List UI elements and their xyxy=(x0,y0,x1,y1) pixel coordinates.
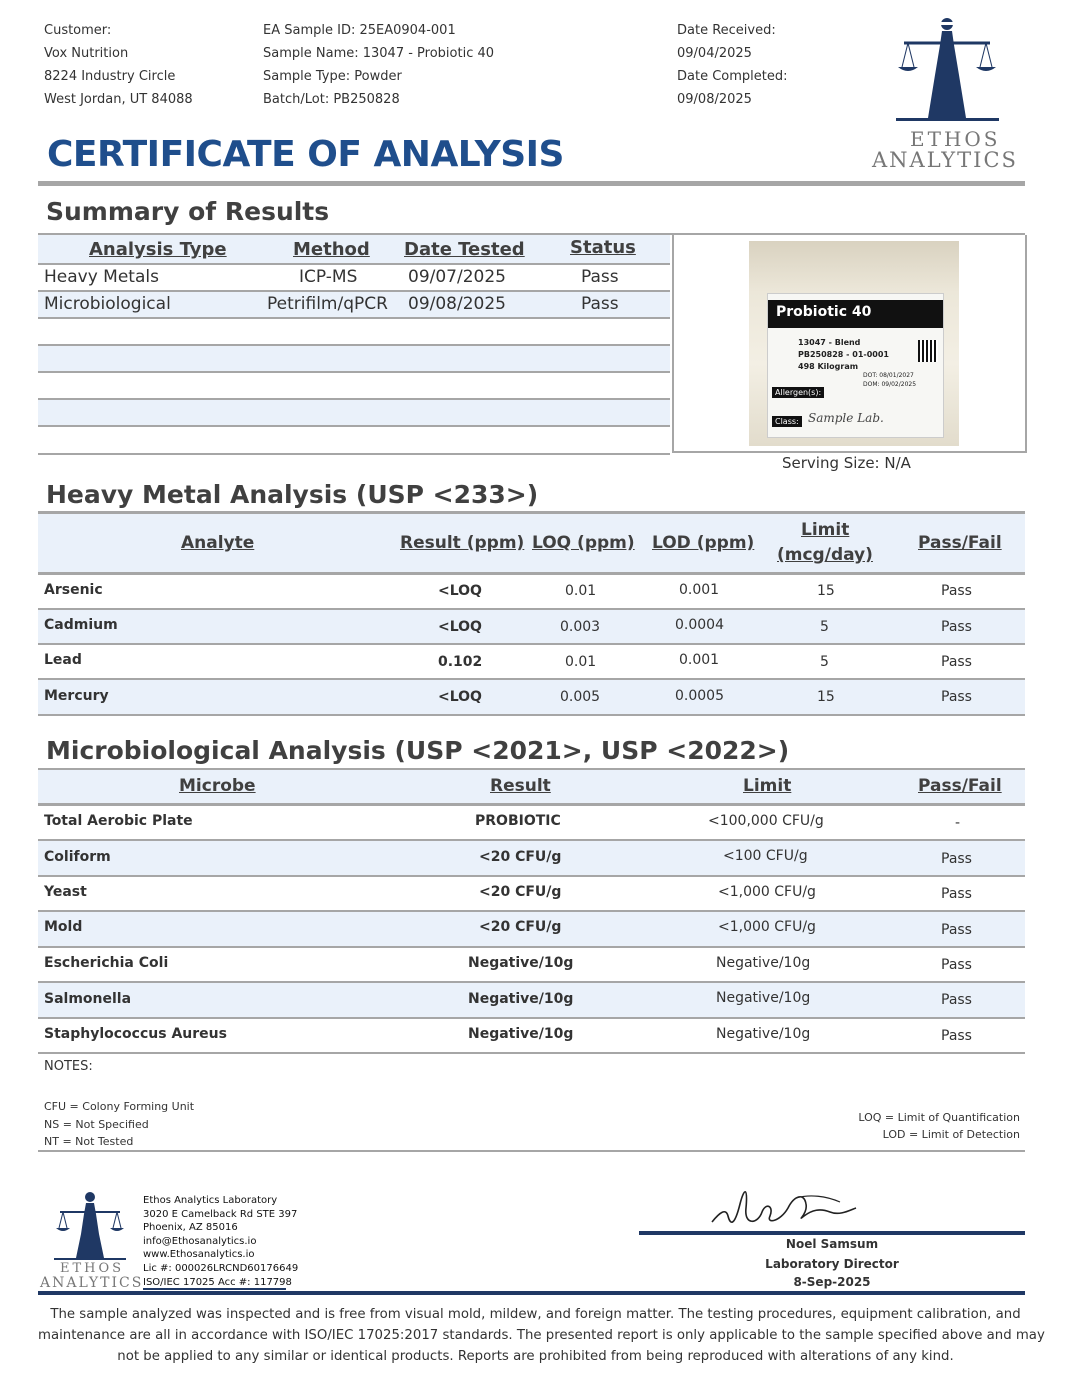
table-row xyxy=(38,680,1025,716)
logo-text-ethos: ETHOS xyxy=(910,127,1001,151)
note-ns: NS = Not Specified xyxy=(44,1118,149,1131)
micro-passfail: Pass xyxy=(941,922,972,938)
micro-limit: Negative/10g xyxy=(716,955,811,971)
summary-row xyxy=(38,292,670,319)
footer-logo xyxy=(40,1190,144,1291)
date-received-label: Date Received: xyxy=(677,23,776,38)
lab-email[interactable]: info@Ethosanalytics.io xyxy=(143,1235,257,1247)
page-title: CERTIFICATE OF ANALYSIS xyxy=(47,134,564,175)
micro-passfail: Pass xyxy=(941,886,972,902)
hm-result: <LOQ xyxy=(438,583,482,599)
micro-microbe: Yeast xyxy=(44,884,87,900)
micro-microbe: Mold xyxy=(44,919,83,935)
heavy-metals-title: Heavy Metal Analysis (USP <233>) xyxy=(46,480,539,509)
summary-row-status: Pass xyxy=(581,294,619,314)
label-allergens: Allergen(s): xyxy=(772,387,824,398)
table-row xyxy=(38,610,1025,645)
sample-photo-frame xyxy=(672,235,1027,453)
hm-lod: 0.001 xyxy=(679,582,720,598)
disclaimer-line-1: The sample analyzed was inspected and is free from visual mold, mildew, and foreign matter. The testing procedures, equipment calibration, and xyxy=(50,1307,1021,1322)
signer-date: 8-Sep-2025 xyxy=(793,1275,871,1289)
note-nt: NT = Not Tested xyxy=(44,1135,134,1148)
summary-empty-row xyxy=(38,373,670,400)
customer-address-2: West Jordan, UT 84088 xyxy=(44,92,193,107)
label-class: Class: xyxy=(772,416,802,427)
title-divider xyxy=(38,181,1025,186)
hm-loq: 0.005 xyxy=(560,689,601,705)
label-product: Probiotic 40 xyxy=(776,304,872,320)
hm-result: <LOQ xyxy=(438,689,482,705)
sample-name: Sample Name: 13047 - Probiotic 40 xyxy=(263,46,495,61)
lab-license: Lic #: 000026LRCND60176649 xyxy=(143,1262,299,1274)
summary-header-row xyxy=(38,235,670,265)
scales-figure-icon xyxy=(880,15,1015,125)
lab-address-block xyxy=(143,1194,298,1289)
micro-microbe: Escherichia Coli xyxy=(44,955,169,971)
hm-result: 0.102 xyxy=(438,654,483,670)
summary-empty-row xyxy=(38,346,670,373)
micro-limit: <1,000 CFU/g xyxy=(718,919,816,935)
note-cfu: CFU = Colony Forming Unit xyxy=(44,1100,195,1113)
qr-code-icon xyxy=(918,340,938,362)
hm-header-lod: LOD (ppm) xyxy=(652,533,755,553)
summary-row-date: 09/07/2025 xyxy=(408,267,506,287)
notes-divider xyxy=(38,1150,1025,1152)
hm-analyte: Arsenic xyxy=(44,582,103,598)
lab-name: Ethos Analytics Laboratory xyxy=(143,1195,278,1206)
customer-name: Vox Nutrition xyxy=(44,46,129,61)
summary-empty-row xyxy=(38,400,670,427)
hm-header-passfail: Pass/Fail xyxy=(918,533,1002,553)
micro-result: <20 CFU/g xyxy=(479,919,562,935)
micro-microbe: Staphylococcus Aureus xyxy=(44,1026,227,1042)
micro-header-microbe: Microbe xyxy=(179,776,256,796)
footer-logo-analytics: ANALYTICS xyxy=(40,1275,144,1291)
micro-header-result: Result xyxy=(490,776,551,796)
signature xyxy=(700,1178,860,1238)
summary-header-type: Analysis Type xyxy=(89,239,227,260)
summary-row xyxy=(38,265,670,292)
hm-limit: 5 xyxy=(820,654,829,670)
lab-street: 3020 E Camelback Rd STE 397 xyxy=(143,1208,298,1220)
footer-logo-ethos: ETHOS xyxy=(60,1261,125,1276)
notes-label: NOTES: xyxy=(44,1059,93,1074)
note-lod: LOD = Limit of Detection xyxy=(882,1128,1020,1141)
sample-type: Sample Type: Powder xyxy=(263,69,402,84)
summary-row-type: Heavy Metals xyxy=(44,267,159,287)
label-dom: DOM: 09/02/2025 xyxy=(863,381,917,388)
hm-limit: 15 xyxy=(817,583,835,599)
label-handwritten: Sample Lab. xyxy=(808,411,884,425)
micro-header-limit: Limit xyxy=(743,776,792,796)
hm-header-loq: LOQ (ppm) xyxy=(532,533,635,553)
logo-text-analytics: ANALYTICS xyxy=(872,148,1018,172)
micro-limit: <100,000 CFU/g xyxy=(708,813,824,829)
table-row xyxy=(38,983,1025,1019)
micro-passfail: Pass xyxy=(941,1028,972,1044)
hm-result: <LOQ xyxy=(438,619,482,635)
customer-address-1: 8224 Industry Circle xyxy=(44,69,176,84)
hm-lod: 0.0005 xyxy=(675,688,724,704)
date-completed-label: Date Completed: xyxy=(677,69,788,84)
summary-row-type: Microbiological xyxy=(44,294,171,314)
hm-loq: 0.003 xyxy=(560,619,601,635)
summary-empty-row xyxy=(38,319,670,346)
micro-result: Negative/10g xyxy=(468,1026,574,1042)
hm-loq: 0.01 xyxy=(565,583,597,599)
lab-website[interactable]: www.Ethosanalytics.io xyxy=(143,1249,255,1261)
hm-lod: 0.0004 xyxy=(675,617,724,633)
lab-iso: ISO/IEC 17025 Acc #: 117798 xyxy=(143,1276,292,1288)
sample-id: EA Sample ID: 25EA0904-001 xyxy=(263,23,456,38)
footer-rule xyxy=(38,1291,1025,1295)
serving-size: Serving Size: N/A xyxy=(782,454,911,472)
micro-limit: Negative/10g xyxy=(716,990,811,1006)
ethos-logo xyxy=(872,15,1018,175)
customer-label: Customer: xyxy=(44,23,112,38)
hm-limit: 5 xyxy=(820,619,829,635)
table-row xyxy=(38,841,1025,877)
table-row xyxy=(38,948,1025,983)
summary-header-status: Status xyxy=(570,237,636,258)
micro-result: Negative/10g xyxy=(468,991,574,1007)
table-row xyxy=(38,912,1025,948)
micro-limit: Negative/10g xyxy=(716,1026,811,1042)
micro-result: <20 CFU/g xyxy=(479,884,562,900)
hm-passfail: Pass xyxy=(941,689,972,705)
disclaimer xyxy=(38,1304,1045,1367)
signer-name: Noel Samsum xyxy=(785,1237,879,1251)
micro-header-row xyxy=(38,770,1025,806)
disclaimer-line-3: not be applied to any similar or identical products. Reports are prohibited from being reproduced with alterations of any kind. xyxy=(117,1349,954,1364)
micro-microbe: Total Aerobic Plate xyxy=(44,813,193,829)
micro-passfail: Pass xyxy=(941,957,972,973)
summary-header-date: Date Tested xyxy=(404,239,525,260)
micro-title: Microbiological Analysis (USP <2021>, USP <2022>) xyxy=(46,736,790,765)
table-row xyxy=(38,806,1025,841)
signature-scribble-icon xyxy=(700,1178,860,1234)
micro-limit: <1,000 CFU/g xyxy=(718,884,816,900)
label-qty: 498 Kilogram xyxy=(798,362,859,371)
scales-figure-icon xyxy=(40,1190,140,1262)
note-loq: LOQ = Limit of Quantification xyxy=(858,1111,1020,1124)
hm-header-analyte: Analyte xyxy=(181,533,255,553)
sample-photo xyxy=(749,241,959,446)
micro-microbe: Salmonella xyxy=(44,991,132,1007)
summary-header-method: Method xyxy=(293,239,370,260)
table-row xyxy=(38,645,1025,680)
hm-header-limit-unit: (mcg/day) xyxy=(777,545,873,565)
table-row xyxy=(38,1019,1025,1054)
heavy-metals-header-row xyxy=(38,514,1025,575)
signer-role: Laboratory Director xyxy=(765,1257,899,1271)
lab-city: Phoenix, AZ 85016 xyxy=(143,1222,238,1234)
disclaimer-line-2: maintenance are all in accordance with ISO/IEC 17025:2017 standards. The presented report is only applicable to the sample specified above and may xyxy=(38,1328,1045,1343)
summary-row-date: 09/08/2025 xyxy=(408,294,506,314)
signature-line xyxy=(639,1231,1025,1235)
micro-microbe: Coliform xyxy=(44,849,111,865)
micro-result: <20 CFU/g xyxy=(479,849,562,865)
summary-row-status: Pass xyxy=(581,267,619,287)
date-completed: 09/08/2025 xyxy=(677,92,752,107)
summary-row-method: Petrifilm/qPCR xyxy=(267,294,388,314)
micro-passfail: Pass xyxy=(941,851,972,867)
batch-lot: Batch/Lot: PB250828 xyxy=(263,92,400,107)
hm-lod: 0.001 xyxy=(679,652,720,668)
micro-passfail: - xyxy=(955,815,961,831)
micro-limit: <100 CFU/g xyxy=(723,848,808,864)
lab-underline xyxy=(143,1288,286,1290)
micro-header-passfail: Pass/Fail xyxy=(918,776,1002,796)
label-pn: 13047 - Blend xyxy=(798,338,861,347)
summary-table xyxy=(38,235,670,455)
hm-header-result: Result (ppm) xyxy=(400,533,525,553)
summary-title: Summary of Results xyxy=(46,197,330,226)
hm-passfail: Pass xyxy=(941,583,972,599)
hm-analyte: Lead xyxy=(44,652,82,668)
micro-result: PROBIOTIC xyxy=(475,813,561,829)
hm-analyte: Cadmium xyxy=(44,617,118,633)
hm-header-limit: Limit xyxy=(801,520,850,540)
table-row xyxy=(38,877,1025,912)
hm-limit: 15 xyxy=(817,689,835,705)
micro-result: Negative/10g xyxy=(468,955,574,971)
table-row xyxy=(38,575,1025,610)
product-label xyxy=(767,293,944,438)
micro-passfail: Pass xyxy=(941,992,972,1008)
hm-analyte: Mercury xyxy=(44,688,109,704)
hm-passfail: Pass xyxy=(941,619,972,635)
label-dot: DOT: 08/01/2027 xyxy=(863,372,914,379)
hm-loq: 0.01 xyxy=(565,654,597,670)
summary-row-method: ICP-MS xyxy=(299,267,358,287)
label-lot: PB250828 - 01-0001 xyxy=(798,350,889,359)
date-received: 09/04/2025 xyxy=(677,46,752,61)
hm-passfail: Pass xyxy=(941,654,972,670)
